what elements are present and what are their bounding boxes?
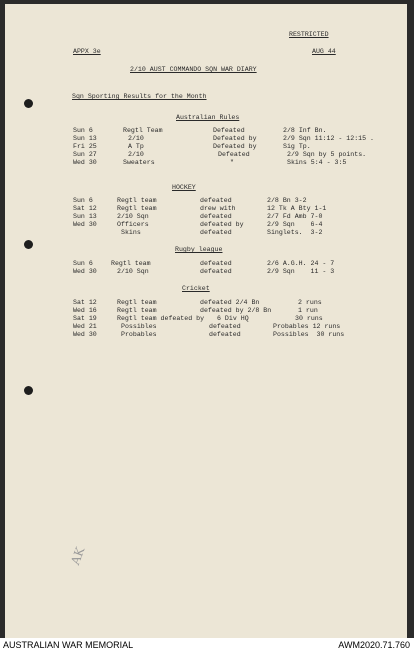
result-opponent: Possibles 30 runs	[273, 331, 345, 338]
result-outcome: Defeated by	[213, 135, 257, 142]
footer-institution: AUSTRALIAN WAR MEMORIAL	[3, 640, 134, 650]
section-heading-hockey: HOCKEY	[172, 184, 196, 191]
result-outcome: "	[230, 159, 234, 166]
result-team: 2/10	[128, 135, 144, 142]
result-day: Sat 12	[73, 205, 97, 212]
result-outcome: defeated	[200, 260, 232, 267]
result-outcome: defeated	[209, 331, 241, 338]
result-outcome: defeated	[200, 213, 232, 220]
punch-hole-top	[24, 99, 33, 108]
result-team: 2/10 Sqn	[117, 213, 149, 220]
result-opponent: 2/7 Fd Amb 7-0	[267, 213, 323, 220]
result-outcome: defeated	[200, 268, 232, 275]
result-team: A Tp	[128, 143, 144, 150]
result-margin: 1 run	[298, 307, 318, 314]
result-opponent: 2/9 Sqn 6-4	[267, 221, 323, 228]
result-opponent: 2/8 Inf Bn.	[283, 127, 327, 134]
result-team: 2/10 Sqn	[117, 268, 149, 275]
result-outcome: defeated	[200, 229, 232, 236]
result-day: Sat 12	[73, 299, 97, 306]
result-opponent: 2/8 Bn 3-2	[267, 197, 307, 204]
restricted-label: RESTRICTED	[289, 31, 329, 38]
result-team: Regtl team	[111, 260, 151, 267]
result-outcome: defeated by	[200, 221, 244, 228]
result-opponent: 2/9 Sqn 11:12 - 12:15 .	[283, 135, 375, 142]
result-outcome: defeated	[200, 197, 232, 204]
result-team: 2/10	[128, 151, 144, 158]
appendix-label: APPX 3e	[73, 48, 101, 55]
page-title: 2/10 AUST COMMANDO SQN WAR DIARY	[130, 66, 257, 73]
result-outcome: defeated	[209, 323, 241, 330]
result-team: Probables	[121, 331, 157, 338]
result-day: Sun 6	[73, 127, 93, 134]
date-label: AUG 44	[312, 48, 336, 55]
result-day: Sun 27	[73, 151, 97, 158]
result-day: Wed 30	[73, 331, 97, 338]
result-outcome: drew with	[200, 205, 236, 212]
result-day: Wed 30	[73, 268, 97, 275]
result-day: Sun 6	[73, 260, 93, 267]
result-team: Regtl team defeated by	[117, 315, 205, 322]
result-team: Regtl team	[117, 205, 157, 212]
result-team: Sweaters	[123, 159, 155, 166]
punch-hole-bottom	[24, 386, 33, 395]
result-opponent: Skins 5:4 - 3:5	[287, 159, 347, 166]
result-team: Regtl Team	[123, 127, 163, 134]
result-outcome: Defeated	[213, 127, 245, 134]
punch-hole-middle	[24, 240, 33, 249]
result-opponent: Singlets. 3-2	[267, 229, 323, 236]
result-day: Fri 25	[73, 143, 97, 150]
result-opponent: 2/9 Sqn by 5 points.	[287, 151, 367, 158]
result-day: Sun 6	[73, 197, 93, 204]
result-opponent: Sig Tp.	[283, 143, 311, 150]
result-day: Wed 30	[73, 159, 97, 166]
result-day: Wed 30	[73, 221, 97, 228]
result-opponent: 12 Tk A Bty 1-1	[267, 205, 327, 212]
result-day: Wed 21	[73, 323, 97, 330]
result-margin: 2 runs	[298, 299, 322, 306]
pencil-mark: AK	[68, 545, 88, 567]
result-opponent: Probables 12 runs	[273, 323, 341, 330]
result-day: Sun 13	[73, 135, 97, 142]
result-day: Wed 16	[73, 307, 97, 314]
result-margin: 30 runs	[295, 315, 323, 322]
result-day: Sun 13	[73, 213, 97, 220]
result-team: Officers	[117, 221, 149, 228]
result-team: Regtl team	[117, 299, 157, 306]
result-team: Skins	[121, 229, 141, 236]
section-heading-cricket: Cricket	[182, 285, 210, 292]
result-outcome: Defeated by	[213, 143, 257, 150]
result-team: Regtl team	[117, 307, 157, 314]
result-opponent: 2/6 A.G.H. 24 - 7	[267, 260, 335, 267]
result-opponent: 6 Div HQ	[217, 315, 249, 322]
result-outcome: defeated by 2/8 Bn	[200, 307, 272, 314]
document-page	[5, 4, 407, 638]
section-heading-australian-rules: Australian Rules	[176, 114, 240, 121]
result-team: Possibles	[121, 323, 157, 330]
result-team: Regtl team	[117, 197, 157, 204]
footer-accession-number: AWM2020.71.760	[338, 640, 410, 650]
section-heading-rugby-league: Rugby league	[175, 246, 223, 253]
result-day: Sat 19	[73, 315, 97, 322]
archive-footer	[0, 638, 414, 653]
result-outcome: Defeated	[218, 151, 250, 158]
result-opponent: 2/9 Sqn 11 - 3	[267, 268, 335, 275]
page-subtitle: Sqn Sporting Results for the Month	[72, 93, 207, 100]
result-outcome: defeated 2/4 Bn	[200, 299, 260, 306]
